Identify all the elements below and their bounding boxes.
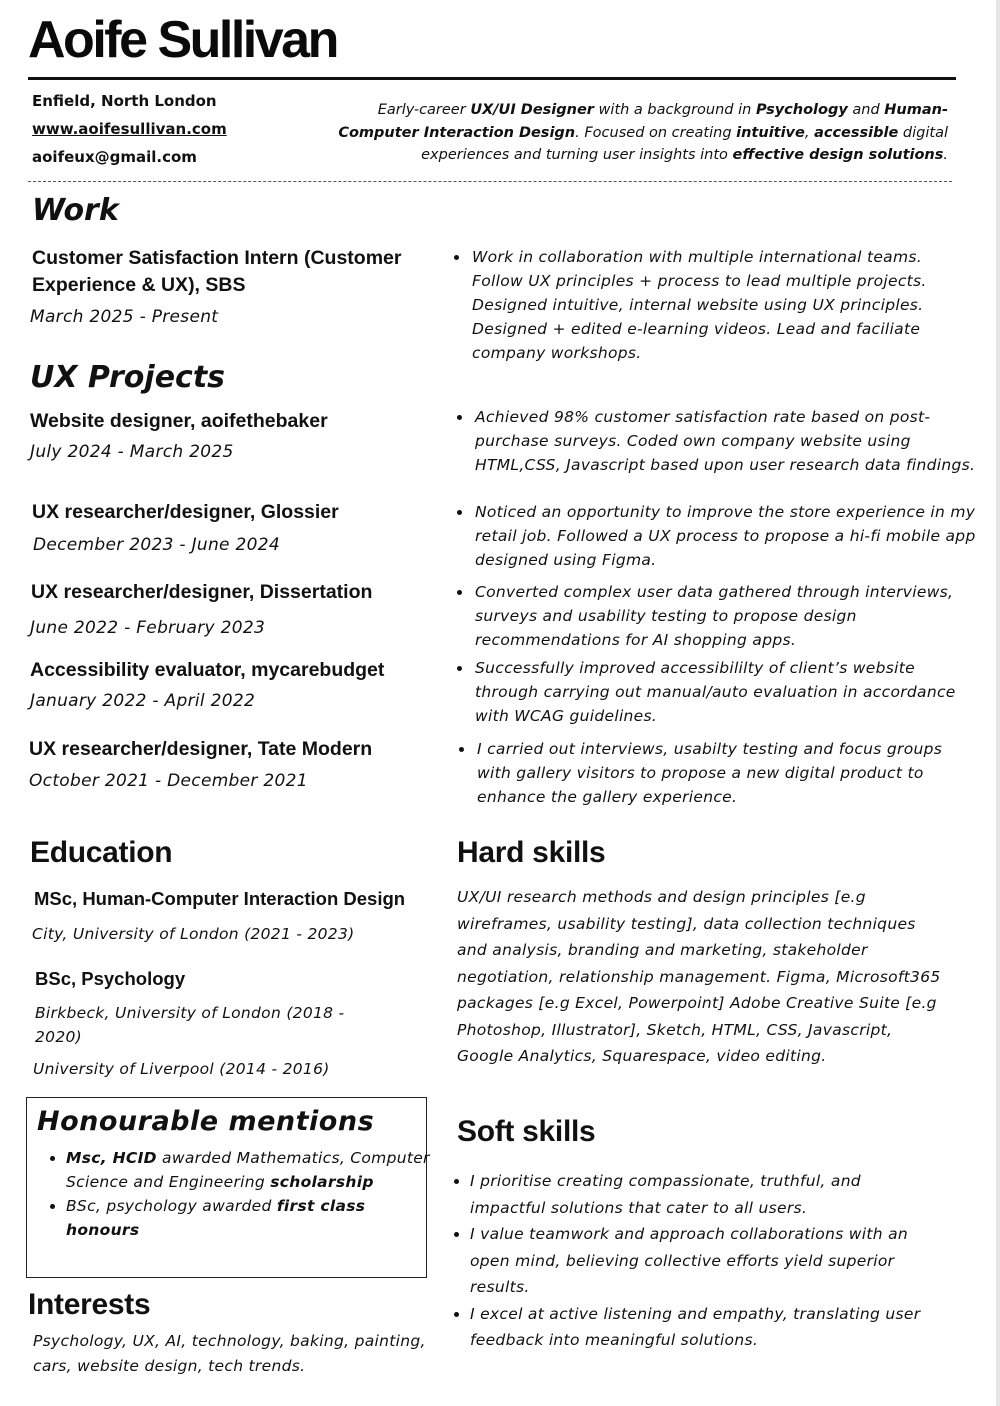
header-rule [28, 77, 956, 80]
project-date: December 2023 - June 2024 [33, 535, 280, 555]
project-bullet: • Converted complex user data gathered through interviews, surveys and usability testing to propose design recommendations for AI shopping apps. [473, 580, 978, 652]
work-bullets [452, 245, 975, 365]
website-link[interactable]: www.aoifesullivan.com [32, 120, 227, 138]
project-role: UX researcher/designer, Glossier [32, 501, 339, 523]
project-bullets [457, 737, 980, 809]
honour-item: • BSc, psychology awarded first class honours [66, 1194, 436, 1242]
hard-skills-text: UX/UI research methods and design principles [e.g wireframes, usability testing], data collection techniques and analysis, branding and marketing, stakeholder negotiation, relationship management. Figma, Microsoft365 packages [e.g Excel, Powerpoint] Adobe Creative Suite [e.g Photoshop, Illustrator], Sketch, HTML, CSS, Javascript, Google Analytics, Squarespace, video editing. [457, 888, 941, 1065]
soft-skill-item: • I value teamwork and approach collaborations with an open mind, believing collective efforts yield superior results. [470, 1221, 930, 1301]
bsc-school-birkbeck: Birkbeck, University of London (2018 - 2020) [35, 1004, 345, 1046]
msc-school: City, University of London (2021 - 2023) [32, 925, 355, 943]
bsc-degree: BSc, Psychology [35, 968, 186, 989]
education-heading: Education [30, 836, 173, 869]
project-bullets [455, 580, 978, 652]
work-heading: Work [32, 193, 119, 228]
work-date: March 2025 - Present [30, 307, 219, 327]
candidate-name: Aoife Sullivan [28, 11, 337, 69]
project-bullets [455, 656, 978, 728]
work-bullet: • Work in collaboration with multiple international teams. Follow UX principles + process to lead multiple projects. Designed intuitive, internal website using UX principles. Designed + edited e-learning videos. Lead and faciliate company workshops. [470, 245, 975, 365]
hard-skills-heading: Hard skills [457, 836, 606, 869]
honours-list [46, 1146, 436, 1242]
ux-projects-heading: UX Projects [30, 360, 226, 395]
project-bullet: • Noticed an opportunity to improve the store experience in my retail job. Followed a UX process to propose a hi-fi mobile app designed using Figma. [473, 500, 978, 572]
soft-skills-heading: Soft skills [457, 1115, 596, 1148]
soft-skills-list [452, 1168, 930, 1354]
interests-heading: Interests [28, 1288, 151, 1321]
page-edge [996, 0, 1000, 1406]
project-role: Website designer, aoifethebaker [30, 410, 328, 432]
profile-summary: Early-career UX/UI Designer with a background in Psychology and Human-Computer Interaction Design. Focused on creating intuitive, accessible digital experiences and turning user insights into effective design solutions. [338, 102, 948, 163]
project-bullet: • Achieved 98% customer satisfaction rate based on post-purchase surveys. Coded own company website using HTML,CSS, Javascript based upon user research data findings. [473, 405, 978, 477]
msc-degree: MSc, Human-Computer Interaction Design [34, 888, 406, 909]
interests-text: Psychology, UX, AI, technology, baking, painting, cars, website design, tech trends. [33, 1332, 426, 1375]
project-date: January 2022 - April 2022 [30, 691, 256, 711]
project-role: UX researcher/designer, Dissertation [31, 581, 373, 603]
work-role: Customer Satisfaction Intern (Customer Experience & UX), SBS [32, 247, 402, 296]
email-address[interactable]: aoifeux@gmail.com [32, 148, 197, 166]
honour-item: • Msc, HCID awarded Mathematics, Computer Science and Engineering scholarship [66, 1146, 436, 1194]
dashed-divider [28, 181, 952, 182]
soft-skill-item: • I prioritise creating compassionate, truthful, and impactful solutions that cater to all users. [470, 1168, 930, 1221]
project-bullets [455, 405, 978, 477]
project-date: June 2022 - February 2023 [30, 618, 266, 638]
honourable-mentions-heading: Honourable mentions [37, 1106, 375, 1137]
soft-skill-item: • I excel at active listening and empathy, translating user feedback into meaningful solutions. [470, 1301, 930, 1354]
project-date: October 2021 - December 2021 [29, 771, 308, 791]
project-role: UX researcher/designer, Tate Modern [29, 738, 373, 760]
location-text: Enfield, North London [32, 92, 217, 110]
bsc-school-liverpool: University of Liverpool (2014 - 2016) [33, 1060, 330, 1078]
project-role: Accessibility evaluator, mycarebudget [30, 659, 385, 681]
project-bullet: • I carried out interviews, usabilty testing and focus groups with gallery visitors to propose a new digital product to enhance the gallery experience. [475, 737, 980, 809]
project-date: July 2024 - March 2025 [30, 442, 234, 462]
project-bullet: • Successfully improved accessibililty of client’s website through carrying out manual/auto evaluation in accordance with WCAG guidelines. [473, 656, 978, 728]
project-bullets [455, 500, 978, 572]
